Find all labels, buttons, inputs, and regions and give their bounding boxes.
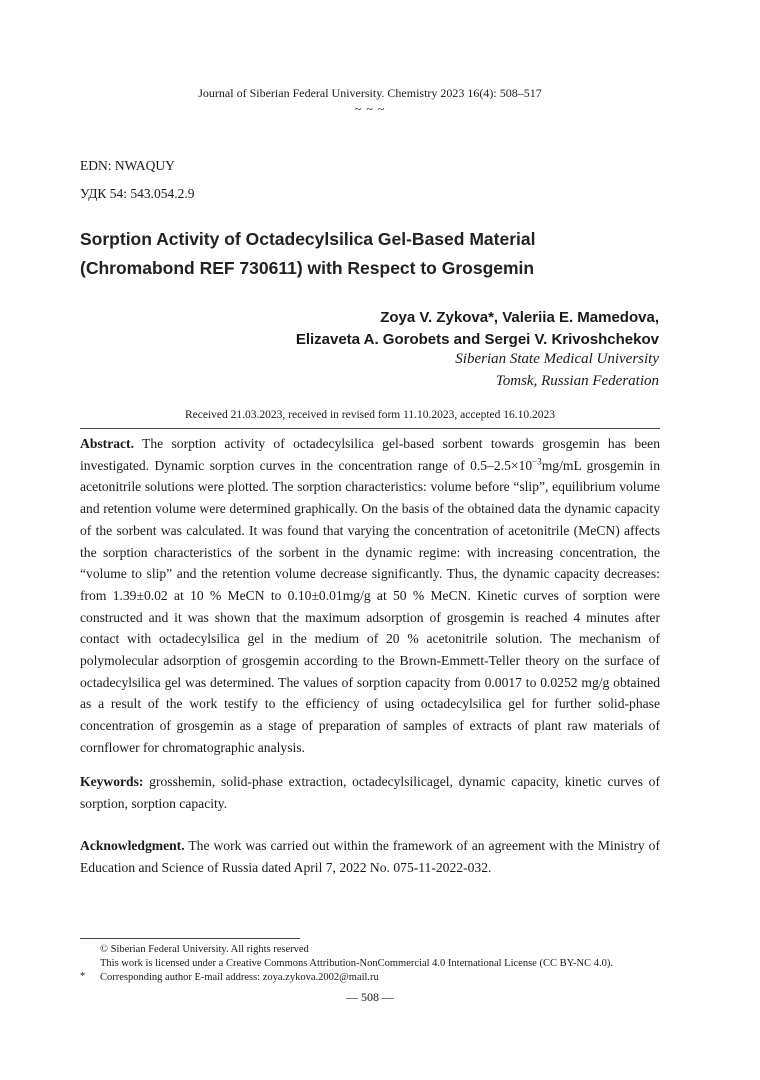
affiliation-line-1: Siberian State Medical University: [455, 351, 659, 367]
authors-line-2: Elizaveta A. Gorobets and Sergei V. Krivoshchekov: [295, 331, 659, 348]
udk-code: УДК 54: 543.054.2.9: [80, 186, 195, 201]
footnote-corresponding: Corresponding author E-mail address: zoya.zykova.2002@mail.ru: [100, 972, 379, 983]
edn-code: EDN: NWAQUY: [80, 158, 175, 173]
abstract-text-a: The sorption activity of octadecylsilica gel-based sorbent towards grosgemin has been investigated. Dynamic sorption curves in the concentration range of 0.5–2.5×10: [80, 436, 660, 473]
title-line-2: (Chromabond REF 730611) with Respect to Grosgemin: [80, 258, 535, 278]
acknowledgment-label: Acknowledgment.: [80, 838, 185, 853]
footnote-divider: [80, 938, 300, 939]
abstract-divider: [80, 428, 660, 429]
header-ornament: ~ ~ ~: [354, 102, 386, 116]
acknowledgment-paragraph: [80, 835, 660, 878]
abstract-paragraph: [80, 433, 660, 759]
authors-line-1: Zoya V. Zykova*, Valeriia E. Mamedova,: [380, 309, 659, 326]
journal-header: Journal of Siberian Federal University. Chemistry 2023 16(4): 508–517: [198, 86, 542, 100]
footnote-marker: *: [80, 971, 86, 982]
keywords-text: grosshemin, solid-phase extraction, octadecylsilicagel, dynamic capacity, kinetic curves of sorption, sorption capacity.: [80, 774, 660, 811]
keywords-label: Keywords:: [80, 774, 144, 789]
abstract-text-b: mg/mL grosgemin in acetonitrile solutions were plotted. The sorption characteristics: volume before “slip”, equilibrium volume and retention volume were determined graphically. On the basis of the obtained data the dynamic capacity of the sorbent was calculated. It was found that varying the concentration of acetonitrile (MeCN) affects the sorption characteristics of the sorbent in the dynamic regime: with increasing concentration, the “volume to slip” and the retention volume decrease significantly. Thus, the dynamic capacity decreases: from 1.39±0.02 at 10 % MeCN to 0.10±0.01mg/g at 50 % MeCN. Kinetic curves of sorption were constructed and it was shown that the maximum adsorption of grosgemin is reached 4 minutes after contact with octadecylsilica gel in the medium of 20 % acetonitrile solution. The mechanism of polymolecular adsorption of grosgemin according to the Brown-Emmett-Teller theory on the surface of octadecylsilica gel was determined. The values of sorption capacity from 0.0017 to 0.0252 mg/g obtained as a result of the work testify to the efficiency of using octadecylsilica gel for further solid-phase concentration of grosgemin as a stage of preparation of samples of extracts of plant raw materials of cornflower for chromatographic analysis.: [80, 457, 660, 755]
author-list: [99, 307, 659, 351]
affiliation: [99, 348, 659, 392]
received-dates: Received 21.03.2023, received in revised form 11.10.2023, accepted 16.10.2023: [184, 409, 556, 421]
abstract-label: Abstract.: [80, 436, 134, 451]
affiliation-line-2: Tomsk, Russian Federation: [495, 373, 659, 389]
page-number: — 508 —: [346, 990, 394, 1004]
acknowledgment-text: The work was carried out within the framework of an agreement with the Ministry of Education and Science of Russia dated April 7, 2022 No. 075-11-2022-032.: [80, 838, 660, 875]
keywords-paragraph: [80, 771, 660, 814]
footnote-copyright: © Siberian Federal University. All rights reserved: [100, 944, 309, 955]
footnote-license: This work is licensed under a Creative Commons Attribution-NonCommercial 4.0 International License (CC BY-NC 4.0).: [100, 958, 613, 969]
title-line-1: Sorption Activity of Octadecylsilica Gel-Based Material: [80, 229, 536, 249]
paper-title: [80, 225, 680, 283]
abstract-superscript: −3: [532, 456, 542, 467]
